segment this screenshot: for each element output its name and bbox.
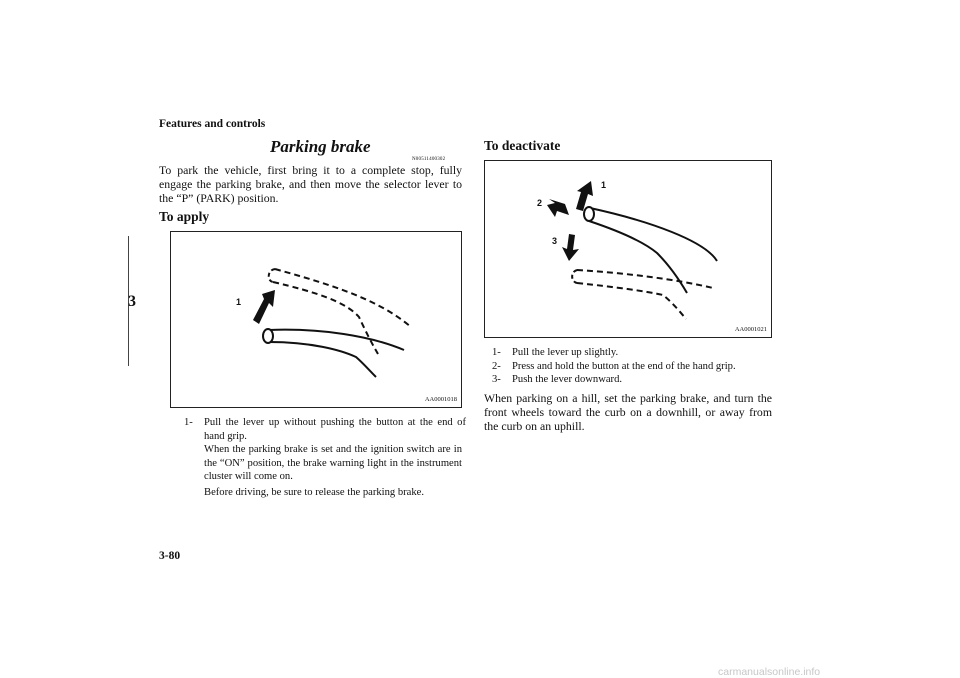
deactivate-step-3-text: Push the lever downward.: [512, 374, 623, 385]
running-header: Features and controls: [159, 118, 266, 130]
apply-callout-1: 1: [236, 297, 242, 307]
deactivate-heading: To deactivate: [484, 138, 561, 153]
lever-button: [584, 207, 594, 221]
apply-step-1-text: Pull the lever up without pushing the button at the end of hand grip.: [204, 417, 466, 442]
apply-lever-illustration: [171, 232, 461, 407]
deactivate-callout-3: 3: [552, 236, 558, 246]
apply-heading: To apply: [159, 209, 210, 224]
watermark-text: carmanualsonline.info: [718, 666, 821, 678]
down-arrow-icon: [562, 234, 579, 261]
apply-step-1-number: 1-: [184, 417, 193, 428]
deactivate-step-2: [492, 360, 772, 374]
deactivate-steps: [492, 346, 772, 387]
section-title: Parking brake: [270, 137, 371, 156]
lever-outline-bottom: [269, 342, 376, 377]
deactivate-callout-1: 1: [601, 180, 607, 190]
deactivate-step-3-number: 3-: [492, 374, 501, 385]
deactivate-lever-illustration: [485, 161, 771, 337]
apply-figure-id: AA0001018: [424, 396, 457, 403]
deactivate-step-1-text: Pull the lever up slightly.: [512, 347, 619, 358]
section-code: N00511400302: [412, 157, 446, 162]
deactivate-step-2-number: 2-: [492, 360, 501, 372]
apply-figure: [170, 231, 462, 408]
deactivate-step-2-text: Press and hold the button at the end of the hand grip.: [512, 360, 736, 372]
push-arrow-icon: [547, 199, 569, 217]
lever-outline-top: [269, 330, 404, 350]
up-arrow-icon: [253, 290, 275, 324]
intro-paragraph: To park the vehicle, first bring it to a complete stop, fully engage the parking brake, and then move the selector lever to the “P” (PARK) position.: [159, 163, 462, 205]
lever-outline-top: [590, 208, 717, 261]
deactivate-figure-id: AA0001021: [734, 326, 767, 333]
deactivate-step-1: [492, 346, 772, 360]
deactivate-step-1-number: 1-: [492, 347, 501, 358]
lever-raised-outline-end: [269, 269, 275, 282]
apply-step-1: [184, 416, 466, 443]
lever-lowered-outline-bottom: [577, 283, 686, 319]
deactivate-callout-2: 2: [537, 198, 543, 208]
deactivate-figure: [484, 160, 772, 338]
chapter-tab-number: 3: [128, 293, 136, 310]
lever-lowered-outline-end: [572, 270, 577, 283]
lever-raised-outline-top: [275, 269, 411, 327]
deactivate-step-3: [492, 373, 772, 387]
apply-note-warning-light: When the parking brake is set and the ignition switch are in the “ON” position, the brake warning light in the instrument cluster will come on.: [204, 444, 462, 482]
apply-note-release: Before driving, be sure to release the parking brake.: [204, 487, 425, 498]
hill-parking-paragraph: When parking on a hill, set the parking brake, and turn the front wheels toward the curb on a downhill, or away from the curb on an uphill.: [484, 391, 772, 433]
page-number: 3-80: [159, 550, 181, 562]
lever-button: [263, 329, 273, 343]
